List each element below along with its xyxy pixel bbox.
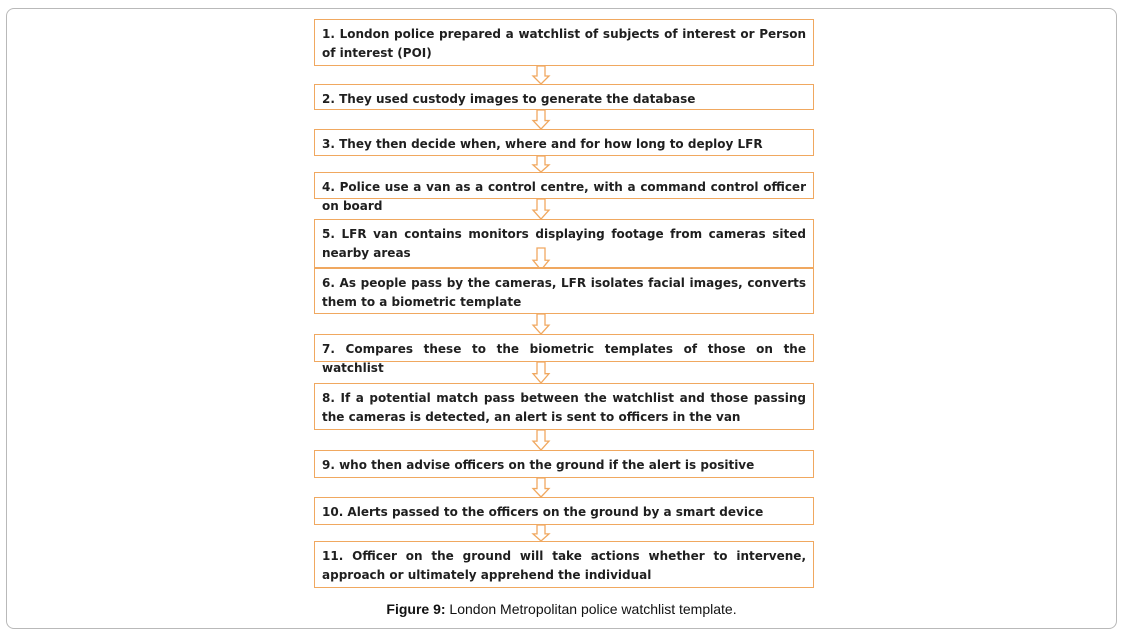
down-arrow-icon	[532, 110, 550, 129]
figure-caption-label: Figure 9:	[386, 601, 446, 617]
down-arrow-icon	[532, 525, 550, 541]
figure-caption	[0, 601, 1123, 617]
down-arrow-icon	[532, 314, 550, 334]
figure-caption-text: London Metropolitan police watchlist template.	[445, 601, 737, 617]
flow-step-8: 8. If a potential match pass between the watchlist and those passing the cameras is detected, an alert is sent to officers in the van	[314, 383, 814, 430]
down-arrow-icon	[532, 478, 550, 497]
flow-step-3: 3. They then decide when, where and for how long to deploy LFR	[314, 129, 814, 156]
flow-step-4: 4. Police use a van as a control centre, with a command control officer on board	[314, 172, 814, 199]
flow-step-1: 1. London police prepared a watchlist of subjects of interest or Person of interest (POI)	[314, 19, 814, 66]
down-arrow-icon	[532, 430, 550, 450]
flow-step-7: 7. Compares these to the biometric templates of those on the watchlist	[314, 334, 814, 362]
flow-step-11: 11. Officer on the ground will take actions whether to intervene, approach or ultimately apprehend the individual	[314, 541, 814, 588]
down-arrow-icon	[532, 156, 550, 172]
flow-step-6: 6. As people pass by the cameras, LFR isolates facial images, converts them to a biometric template	[314, 268, 814, 314]
flow-step-5: 5. LFR van contains monitors displaying footage from cameras sited nearby areas	[314, 219, 814, 268]
flow-step-10: 10. Alerts passed to the officers on the ground by a smart device	[314, 497, 814, 525]
flow-step-2: 2. They used custody images to generate the database	[314, 84, 814, 110]
down-arrow-icon	[532, 248, 550, 270]
flow-step-9: 9. who then advise officers on the ground if the alert is positive	[314, 450, 814, 478]
down-arrow-icon	[532, 199, 550, 219]
down-arrow-icon	[532, 66, 550, 84]
down-arrow-icon	[532, 362, 550, 383]
